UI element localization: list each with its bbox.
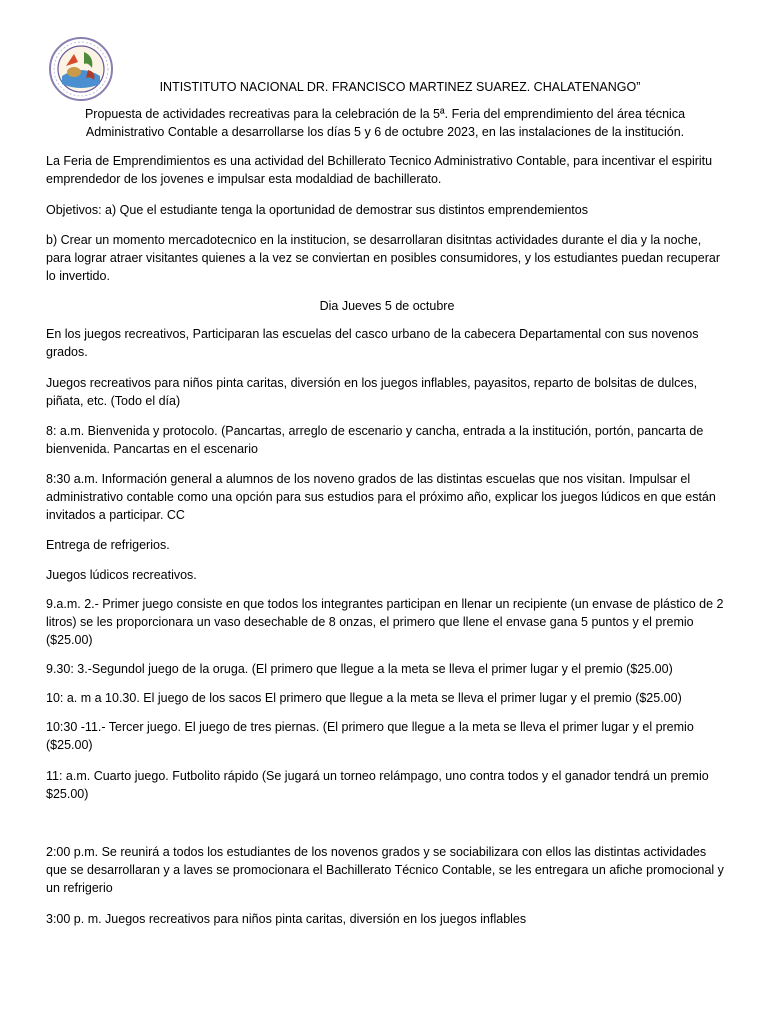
- game-4-paragraph: 10:30 -11.- Tercer juego. El juego de tres piernas. (El primero que llegue a la meta se lleva el primer lugar y el premio ($25.00): [46, 720, 694, 752]
- institution-title: INTISTITUTO NACIONAL DR. FRANCISCO MARTINEZ SUAREZ. CHALATENANGO”: [159, 80, 641, 94]
- proposal-line-2: Administrativo Contable a desarrollarse los días 5 y 6 de octubre 2023, en las instalaciones de la institución.: [85, 125, 685, 139]
- proposal-heading: [46, 105, 724, 141]
- afternoon-games-paragraph: 3:00 p. m. Juegos recreativos para niños pinta caritas, diversión en los juegos inflables: [46, 912, 527, 926]
- intro-paragraph: La Feria de Emprendimientos es una actividad del Bchillerato Tecnico Administrativo Contable, para incentivar el espiritu emprendedor de los jovenes e impulsar esta modaldiad de bachillerato.: [46, 154, 713, 186]
- school-seal-logo-icon: [48, 36, 114, 102]
- refreshments-line: Entrega de refrigerios.: [46, 538, 170, 552]
- objective-a: Objetivos: a) Que el estudiante tenga la oportunidad de demostrar sus distintos emprendemientos: [46, 203, 588, 217]
- afternoon-paragraph: 2:00 p.m. Se reunirá a todos los estudiantes de los novenos grados y se sociabilizara con ellos las distintas actividades que se desarrollaran y a laves se promocionara el Bachillerato Técnico Contable, se les entregara un afiche promocional y un refrigerio: [46, 845, 724, 895]
- ludic-games-line: Juegos lúdicos recreativos.: [46, 568, 197, 582]
- day-heading: Dia Jueves 5 de octubre: [319, 299, 455, 313]
- game-2-paragraph: 9.30: 3.-Segundol juego de la oruga. (El primero que llegue a la meta se lleva el primer lugar y el premio ($25.00): [46, 662, 673, 676]
- proposal-line-1: Propuesta de actividades recreativas para la celebración de la 5ª. Feria del emprendimiento del área técnica: [84, 107, 686, 121]
- game-5-paragraph: 11: a.m. Cuarto juego. Futbolito rápido (Se jugará un torneo relámpago, uno contra todos y el ganador tendrá un premio $25.00): [46, 769, 709, 801]
- objective-b: b) Crear un momento mercadotecnico en la institucion, se desarrollaran disitntas actividades durante el dia y la noche, para lograr atraer visitantes quienes a la vez se conviertan en posibles consumidores, y los estudiantes puedan recuperar lo invertido.: [46, 233, 720, 283]
- welcome-paragraph: 8: a.m. Bienvenida y protocolo. (Pancartas, arreglo de escenario y cancha, entrada a la institución, portón, pancarta de bienvenida. Pancartas en el escenario: [46, 424, 704, 456]
- kids-games-paragraph: Juegos recreativos para niños pinta caritas, diversión en los juegos inflables, payasitos, reparto de bolsitas de dulces, piñata, etc. (Todo el día): [46, 376, 698, 408]
- game-3-paragraph: 10: a. m a 10.30. El juego de los sacos El primero que llegue a la meta se lleva el primer lugar y el premio ($25.00): [46, 691, 682, 705]
- game-1-paragraph: 9.a.m. 2.- Primer juego consiste en que todos los integrantes participan en llenar un recipiente (un envase de plástico de 2 litros) se les proporcionara un vaso desechable de 8 onzas, el primero que llene el envase gana 5 puntos y el premio ($25.00): [46, 597, 724, 647]
- info-paragraph: 8:30 a.m. Información general a alumnos de los noveno grados de las distintas escuelas que nos visitan. Impulsar el administrativo contable como una opción para sus estudios para el próximo año, explicar los juegos lúdicos en que están invitados a participar. CC: [46, 472, 716, 522]
- participants-paragraph: En los juegos recreativos, Participaran las escuelas del casco urbano de la cabecera Departamental con sus novenos grados.: [46, 327, 699, 359]
